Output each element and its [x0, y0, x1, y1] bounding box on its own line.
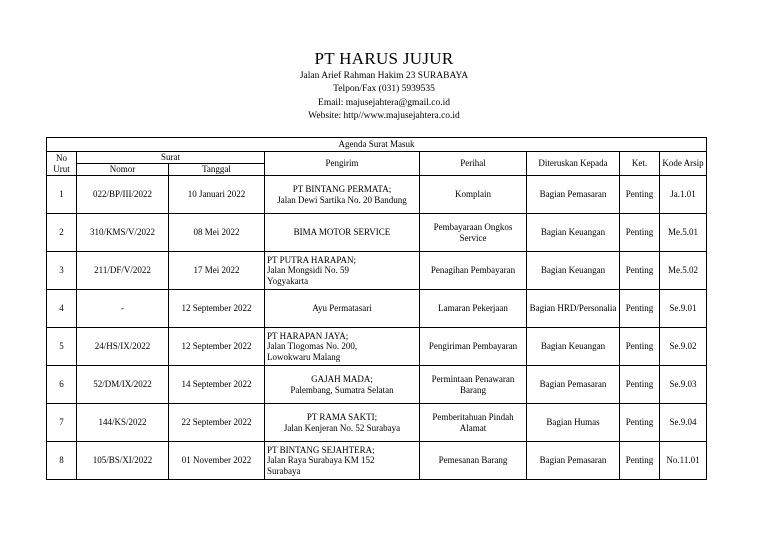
cell-diteruskan: Bagian Keuangan: [527, 252, 620, 290]
company-phone: Telpon/Fax (031) 5939535: [333, 84, 435, 95]
cell-kode-arsip: Se.9.03: [660, 366, 707, 404]
cell-kode-arsip: Me.5.01: [660, 214, 707, 252]
cell-kode-arsip: Se.9.04: [660, 404, 707, 442]
header-pengirim: Pengirim: [265, 152, 420, 176]
table-row: [47, 328, 707, 366]
cell-ket: Penting: [620, 404, 660, 442]
cell-perihal: Pemberitahuan Pindah Alamat: [420, 404, 527, 442]
cell-nomor: 144/KS/2022: [77, 404, 169, 442]
cell-perihal: Pembayaraan Ongkos Service: [420, 214, 527, 252]
table-row: [47, 404, 707, 442]
cell-tanggal: 17 Mei 2022: [169, 252, 265, 290]
cell-no: 5: [47, 328, 77, 366]
cell-ket: Penting: [620, 290, 660, 328]
cell-no: 8: [47, 442, 77, 480]
cell-kode-arsip: No.11.01: [660, 442, 707, 480]
cell-tanggal: 12 September 2022: [169, 290, 265, 328]
cell-kode-arsip: Se.9.01: [660, 290, 707, 328]
header-nomor: Nomor: [77, 164, 169, 176]
header-no-urut: No Urut: [47, 152, 77, 176]
cell-perihal: Permintaan Penawaran Barang: [420, 366, 527, 404]
table-row: [47, 176, 707, 214]
cell-nomor: 310/KMS/V/2022: [77, 214, 169, 252]
cell-pengirim: PT HARAPAN JAYA; Jalan Tlogomas No. 200, Lowokwaru Malang: [265, 328, 420, 366]
agenda-table: [46, 137, 707, 480]
cell-pengirim: PT RAMA SAKTI; Jalan Kenjeran No. 52 Surabaya: [265, 404, 420, 442]
cell-perihal: Pemesanan Barang: [420, 442, 527, 480]
cell-ket: Penting: [620, 252, 660, 290]
cell-diteruskan: Bagian HRD/Personalia: [527, 290, 620, 328]
cell-nomor: 105/BS/XI/2022: [77, 442, 169, 480]
header-kode-arsip: Kode Arsip: [660, 152, 707, 176]
cell-diteruskan: Bagian Keuangan: [527, 328, 620, 366]
table-row: [47, 442, 707, 480]
cell-diteruskan: Bagian Pemasaran: [527, 442, 620, 480]
cell-pengirim: Ayu Permatasari: [265, 290, 420, 328]
cell-ket: Penting: [620, 366, 660, 404]
cell-no: 4: [47, 290, 77, 328]
cell-nomor: 24/HS/IX/2022: [77, 328, 169, 366]
cell-pengirim: GAJAH MADA; Palembang, Sumatra Selatan: [265, 366, 420, 404]
cell-ket: Penting: [620, 442, 660, 480]
cell-ket: Penting: [620, 214, 660, 252]
cell-diteruskan: Bagian Keuangan: [527, 214, 620, 252]
cell-no: 3: [47, 252, 77, 290]
cell-tanggal: 10 Januari 2022: [169, 176, 265, 214]
table-row: [47, 214, 707, 252]
table-row: [47, 252, 707, 290]
cell-nomor: 211/DF/V/2022: [77, 252, 169, 290]
table-row: [47, 366, 707, 404]
cell-no: 6: [47, 366, 77, 404]
cell-perihal: Pengiriman Pembayaran: [420, 328, 527, 366]
header-ket: Ket.: [620, 152, 660, 176]
cell-tanggal: 08 Mei 2022: [169, 214, 265, 252]
letterhead: [0, 48, 768, 124]
cell-diteruskan: Bagian Pemasaran: [527, 366, 620, 404]
cell-nomor: -: [77, 290, 169, 328]
cell-tanggal: 14 September 2022: [169, 366, 265, 404]
cell-perihal: Lamaran Pekerjaan: [420, 290, 527, 328]
cell-ket: Penting: [620, 328, 660, 366]
company-website: Website: http//www.majusejahtera.co.id: [308, 111, 460, 122]
cell-no: 7: [47, 404, 77, 442]
cell-perihal: Komplain: [420, 176, 527, 214]
company-address: Jalan Arief Rahman Hakim 23 SURABAYA: [299, 71, 469, 81]
cell-tanggal: 22 September 2022: [169, 404, 265, 442]
header-tanggal: Tanggal: [169, 164, 265, 176]
cell-no: 1: [47, 176, 77, 214]
table-body: [47, 176, 707, 480]
cell-pengirim: PT BINTANG SEJAHTERA; Jalan Raya Surabaya KM 152 Surabaya: [265, 442, 420, 480]
cell-kode-arsip: Me.5.02: [660, 252, 707, 290]
header-diteruskan: Diteruskan Kepada: [527, 152, 620, 176]
table-title: Agenda Surat Masuk: [47, 138, 707, 152]
cell-kode-arsip: Se.9.02: [660, 328, 707, 366]
cell-nomor: 52/DM/IX/2022: [77, 366, 169, 404]
cell-ket: Penting: [620, 176, 660, 214]
header-surat: Surat: [77, 152, 265, 164]
cell-no: 2: [47, 214, 77, 252]
cell-nomor: 022/BP/III/2022: [77, 176, 169, 214]
company-email: Email: majusejahtera@gmail.co.id: [318, 97, 450, 108]
cell-pengirim: PT BINTANG PERMATA; Jalan Dewi Sartika No. 20 Bandung: [265, 176, 420, 214]
cell-diteruskan: Bagian Pemasaran: [527, 176, 620, 214]
cell-pengirim: BIMA MOTOR SERVICE: [265, 214, 420, 252]
cell-tanggal: 01 November 2022: [169, 442, 265, 480]
company-name: PT HARUS JUJUR: [314, 49, 454, 68]
cell-tanggal: 12 September 2022: [169, 328, 265, 366]
cell-kode-arsip: Ja.1.01: [660, 176, 707, 214]
header-perihal: Perihal: [420, 152, 527, 176]
cell-perihal: Penagihan Pembayaran: [420, 252, 527, 290]
cell-pengirim: PT PUTRA HARAPAN; Jalan Mongsidi No. 59 Yogyakarta: [265, 252, 420, 290]
table-row: [47, 290, 707, 328]
cell-diteruskan: Bagian Humas: [527, 404, 620, 442]
